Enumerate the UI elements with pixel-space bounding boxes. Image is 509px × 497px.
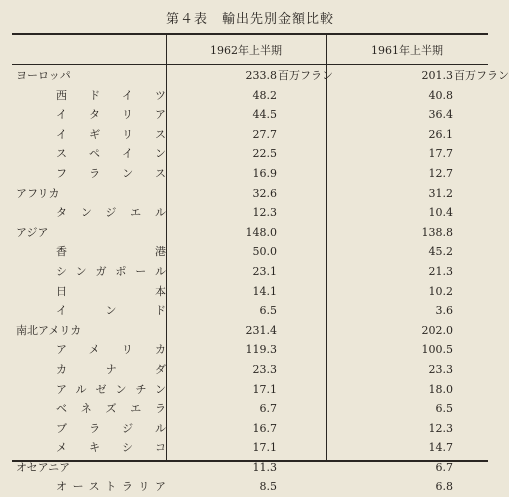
value-1961-cell: [326, 321, 488, 341]
value-1962: 11.3: [252, 460, 277, 474]
value-1961-cell: [326, 66, 509, 86]
value-1961-cell: [326, 282, 488, 302]
top-rule: [12, 33, 488, 35]
value-1961: 17.7: [428, 147, 453, 161]
row-label: スペイン: [56, 147, 166, 161]
row-label: タンジエル: [56, 206, 166, 220]
value-1962: 231.4: [245, 323, 277, 337]
value-1961: 21.3: [428, 264, 453, 278]
value-1961: 6.5: [435, 402, 453, 416]
table-row: [12, 164, 488, 184]
value-1962: 17.1: [252, 441, 277, 455]
value-1962: 148.0: [245, 225, 277, 239]
value-1962-cell: [166, 262, 326, 282]
row-label: ベネズエラ: [56, 402, 166, 416]
value-1961-cell: [326, 144, 488, 164]
value-1961: 10.2: [428, 284, 453, 298]
value-1962-cell: [166, 419, 326, 439]
table-row: [12, 184, 488, 204]
value-1962-cell: [166, 477, 326, 497]
value-1962-cell: [166, 105, 326, 125]
value-1961: 26.1: [428, 127, 453, 141]
value-1961-cell: [326, 125, 488, 145]
value-1962: 17.1: [252, 382, 277, 396]
column-header-1961: 1961年上半期: [371, 44, 443, 57]
value-1961: 10.4: [428, 206, 453, 220]
value-1962: 6.7: [259, 402, 277, 416]
table-row: [12, 321, 488, 341]
value-1962-cell: [166, 399, 326, 419]
unit-label: 百万フラン: [278, 69, 333, 82]
value-1962-cell: [166, 144, 326, 164]
value-1962-cell: [166, 242, 326, 262]
value-1961-cell: [326, 184, 488, 204]
value-1962: 44.5: [252, 108, 277, 122]
table-row: [12, 86, 488, 106]
table-row: [12, 438, 488, 458]
table-row: [12, 399, 488, 419]
row-label: オーストラリア: [56, 480, 166, 494]
value-1961: 3.6: [435, 304, 453, 318]
value-1961-cell: [326, 419, 488, 439]
value-1961: 18.0: [428, 382, 453, 396]
row-label: 南北アメリカ: [16, 323, 82, 337]
value-1961-cell: [326, 438, 488, 458]
value-1962-cell: [166, 282, 326, 302]
value-1961: 23.3: [428, 362, 453, 376]
value-1961-cell: [326, 458, 488, 478]
value-1961-cell: [326, 399, 488, 419]
value-1962-cell: [166, 184, 326, 204]
table-row: [12, 360, 488, 380]
value-1962: 16.7: [252, 421, 277, 435]
value-1961-cell: [326, 301, 488, 321]
row-label: 香港: [56, 245, 166, 259]
value-1962-cell: [166, 86, 326, 106]
value-1962: 27.7: [252, 127, 277, 141]
table-row: [12, 125, 488, 145]
value-1962: 23.3: [252, 362, 277, 376]
header-rule: [12, 64, 488, 65]
row-label: アジア: [16, 225, 49, 239]
table-row: [12, 419, 488, 439]
value-1962: 22.5: [252, 147, 277, 161]
table-row: [12, 144, 488, 164]
value-1961-cell: [326, 477, 488, 497]
value-1961: 12.3: [428, 421, 453, 435]
value-1961: 12.7: [428, 166, 453, 180]
value-1962: 50.0: [252, 245, 277, 259]
value-1961: 201.3: [421, 69, 453, 82]
value-1961-cell: [326, 164, 488, 184]
value-1962-cell: [166, 66, 333, 86]
value-1961-cell: [326, 262, 488, 282]
value-1961-cell: [326, 242, 488, 262]
value-1962: 23.1: [252, 264, 277, 278]
value-1961: 45.2: [428, 245, 453, 259]
row-label: アメリカ: [56, 343, 166, 357]
value-1962: 16.9: [252, 166, 277, 180]
value-1962: 8.5: [259, 480, 277, 494]
row-label: メキシコ: [56, 441, 166, 455]
row-label: ブラジル: [56, 421, 166, 435]
value-1961: 202.0: [421, 323, 453, 337]
value-1961-cell: [326, 86, 488, 106]
value-1962-cell: [166, 203, 326, 223]
value-1961: 6.8: [435, 480, 453, 494]
table-row: [12, 203, 488, 223]
unit-label: 百万フラン: [454, 69, 509, 82]
value-1962-cell: [166, 380, 326, 400]
value-1962: 233.8: [245, 69, 277, 82]
value-1961: 14.7: [428, 441, 453, 455]
column-header-1962: 1962年上半期: [210, 44, 282, 57]
table-row: [12, 340, 488, 360]
value-1962: 48.2: [252, 88, 277, 102]
table-row: [12, 66, 509, 86]
value-1961-cell: [326, 340, 488, 360]
value-1961-cell: [326, 203, 488, 223]
row-label: オセアニア: [16, 460, 71, 474]
value-1962-cell: [166, 340, 326, 360]
row-label: シンガポール: [56, 264, 166, 278]
value-1961-cell: [326, 380, 488, 400]
table-row: [12, 458, 488, 478]
row-label: フランス: [56, 166, 166, 180]
table-row: [12, 282, 488, 302]
table-title: 第４表 輸出先別金額比較: [165, 12, 334, 27]
value-1962-cell: [166, 360, 326, 380]
value-1961-cell: [326, 223, 488, 243]
value-1962: 14.1: [252, 284, 277, 298]
value-1961: 138.8: [421, 225, 453, 239]
row-label: 日本: [56, 284, 166, 298]
value-1961: 100.5: [421, 343, 453, 357]
table-body: [12, 66, 509, 497]
table-row: [12, 380, 488, 400]
value-1962-cell: [166, 301, 326, 321]
value-1961: 40.8: [428, 88, 453, 102]
value-1962-cell: [166, 164, 326, 184]
value-1962: 6.5: [259, 304, 277, 318]
value-1962-cell: [166, 438, 326, 458]
table-row: [12, 105, 488, 125]
row-label: ヨーロッパ: [16, 69, 71, 82]
value-1962-cell: [166, 125, 326, 145]
value-1962-cell: [166, 321, 326, 341]
value-1961: 31.2: [428, 186, 453, 200]
table-row: [12, 262, 488, 282]
row-label: アルゼンチン: [56, 382, 166, 396]
value-1962: 12.3: [252, 206, 277, 220]
value-1961-cell: [326, 360, 488, 380]
row-label: アフリカ: [16, 186, 60, 200]
value-1961-cell: [326, 105, 488, 125]
row-label: 西ドイツ: [56, 88, 166, 102]
table-row: [12, 242, 488, 262]
value-1962-cell: [166, 458, 326, 478]
table-row: [12, 477, 488, 497]
row-label: カナダ: [56, 362, 166, 376]
value-1961: 36.4: [428, 108, 453, 122]
value-1962: 119.3: [245, 343, 277, 357]
value-1962-cell: [166, 223, 326, 243]
row-label: イギリス: [56, 127, 166, 141]
table-row: [12, 223, 488, 243]
value-1961: 6.7: [435, 460, 453, 474]
table-row: [12, 301, 488, 321]
row-label: イタリア: [56, 108, 166, 122]
value-1962: 32.6: [252, 186, 277, 200]
row-label: インド: [56, 304, 166, 318]
